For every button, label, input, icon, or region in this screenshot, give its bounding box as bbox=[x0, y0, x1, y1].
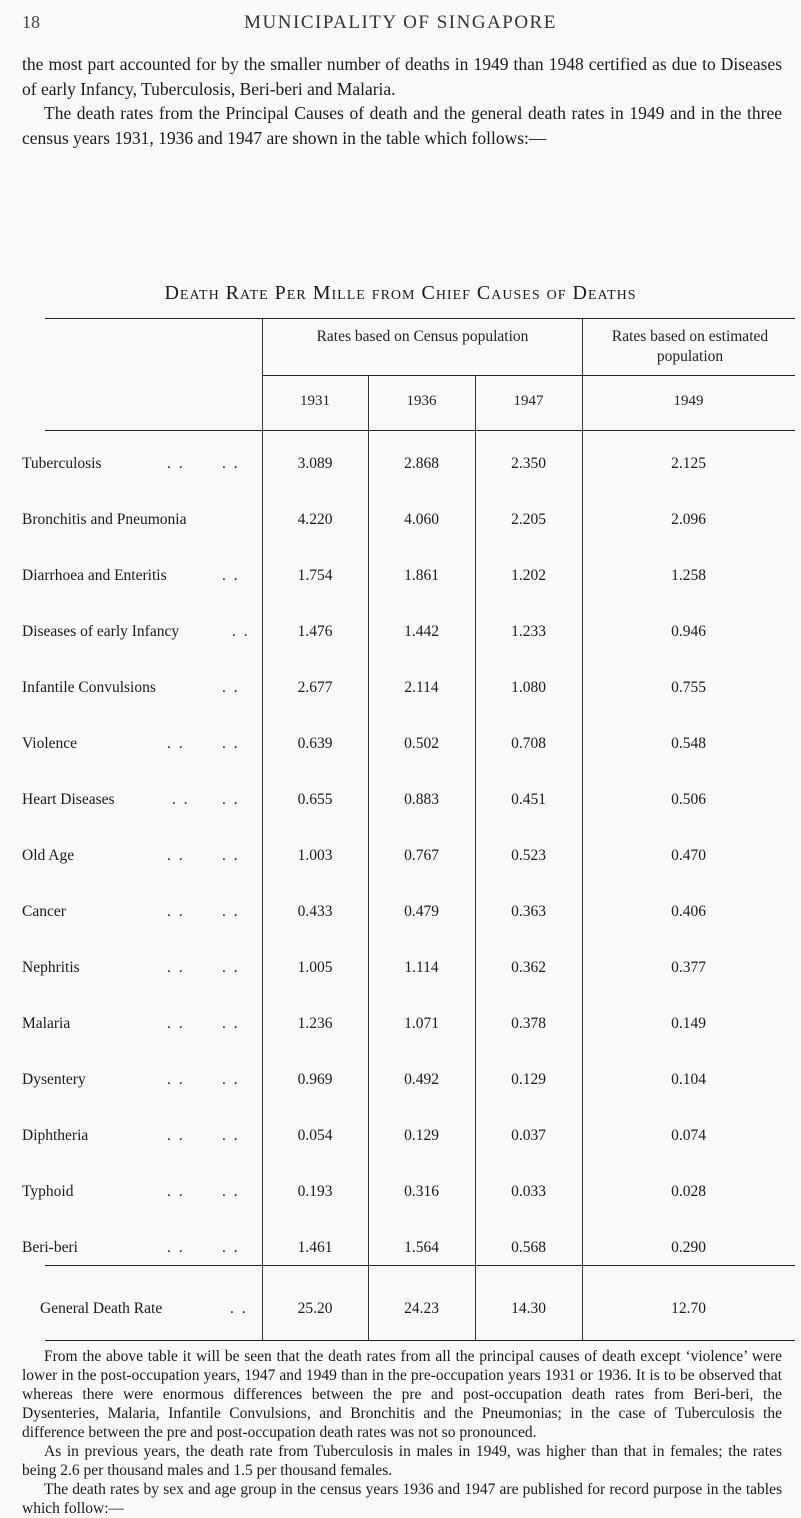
total-row: General Death Rate . . bbox=[40, 1300, 248, 1317]
cell-1936: 0.883 bbox=[404, 791, 439, 808]
cell-1947: 0.362 bbox=[511, 959, 546, 976]
row-cause: Malaria bbox=[22, 1015, 71, 1032]
cell-1949: 0.548 bbox=[671, 735, 706, 752]
cell-1949: 2.125 bbox=[671, 455, 706, 472]
table-row: Diseases of early Infancy . . bbox=[22, 623, 250, 640]
cell-1949: 0.470 bbox=[671, 847, 706, 864]
cell-1947: 0.129 bbox=[511, 1071, 546, 1088]
cell-1936: 0.767 bbox=[404, 847, 439, 864]
cell-1936: 1.861 bbox=[404, 567, 439, 584]
table-row: Typhoid . . . . bbox=[22, 1183, 240, 1200]
cell-1947: 1.080 bbox=[511, 679, 546, 696]
cell-1949: 0.377 bbox=[671, 959, 706, 976]
cell-1949: 0.406 bbox=[671, 903, 706, 920]
cell-1936: 1.564 bbox=[404, 1239, 439, 1256]
table-row: Infantile Convulsions . . bbox=[22, 679, 240, 696]
cell-1949: 0.290 bbox=[671, 1239, 706, 1256]
header-bottom-rule bbox=[45, 430, 795, 431]
cell-1949: 0.506 bbox=[671, 791, 706, 808]
table-row: Old Age . . . . bbox=[22, 847, 240, 864]
table-row: Malaria . . . . bbox=[22, 1015, 240, 1032]
row-cause: Tuberculosis bbox=[22, 455, 102, 472]
cell-1936: 1.442 bbox=[404, 623, 439, 640]
table-row: Nephritis . . . . bbox=[22, 959, 240, 976]
cell-1936: 4.060 bbox=[404, 511, 439, 528]
cell-1947: 2.350 bbox=[511, 455, 546, 472]
cell-1931: 0.193 bbox=[297, 1183, 333, 1200]
cell-1949: 0.149 bbox=[671, 1015, 706, 1032]
page-header bbox=[0, 6, 801, 36]
row-cause: Violence bbox=[22, 735, 78, 752]
cell-1947: 0.708 bbox=[511, 735, 546, 752]
table-row bbox=[22, 511, 262, 529]
table-title: Death Rate Per Mille from Chief Causes of Deaths bbox=[164, 282, 637, 304]
page-number: 18 bbox=[22, 12, 40, 32]
row-cause: Old Age bbox=[22, 847, 75, 864]
cell-1949: 0.755 bbox=[671, 679, 706, 696]
cell-1936: 0.479 bbox=[404, 903, 439, 920]
intro-paragraph-1: the most part accounted for by the smaller number of deaths in 1949 than 1948 certified as due to Diseases of early Infancy, Tuberculosis, Beri-beri and Malaria. bbox=[22, 54, 782, 99]
total-1936: 24.23 bbox=[404, 1300, 439, 1317]
running-title: MUNICIPALITY OF SINGAPORE bbox=[244, 12, 557, 33]
cell-1947: 0.451 bbox=[511, 791, 546, 808]
cell-1931: 3.089 bbox=[297, 455, 333, 472]
row-cause: Heart Diseases bbox=[22, 791, 115, 808]
year-header-1931: 1931 bbox=[300, 393, 330, 409]
total-1949: 12.70 bbox=[671, 1300, 706, 1317]
row-cause: Dysentery bbox=[22, 1071, 86, 1088]
row-cause: Cancer bbox=[22, 903, 66, 920]
cell-1949: 2.096 bbox=[671, 511, 706, 528]
cell-1931: 2.677 bbox=[297, 679, 333, 696]
header-census: Rates based on Census population bbox=[316, 328, 529, 345]
cell-1936: 0.129 bbox=[404, 1127, 439, 1144]
cell-1936: 1.114 bbox=[404, 959, 439, 976]
cell-1936: 0.502 bbox=[404, 735, 439, 752]
cell-1931: 0.639 bbox=[297, 735, 333, 752]
cell-1931: 0.655 bbox=[297, 791, 333, 808]
table-row: Beri-beri . . . . bbox=[22, 1239, 240, 1256]
cell-1949: 1.258 bbox=[671, 567, 706, 584]
table-row: Tuberculosis . . . . bbox=[22, 455, 240, 472]
table-bottom-rule bbox=[45, 1340, 795, 1341]
table-row: Cancer . . . . bbox=[22, 903, 240, 920]
cell-1936: 0.492 bbox=[404, 1071, 439, 1088]
outro-paragraph-2: As in previous years, the death rate from Tuberculosis in males in 1949, was higher than that in females; the rates being 2.6 per thousand males and 1.5 per thousand females. bbox=[22, 1443, 782, 1479]
cell-1947: 1.233 bbox=[511, 623, 546, 640]
cell-1931: 1.003 bbox=[297, 847, 333, 864]
total-1947: 14.30 bbox=[511, 1300, 546, 1317]
cell-1949: 0.028 bbox=[671, 1183, 706, 1200]
intro-paragraph-2: The death rates from the Principal Causes of death and the general death rates in 1949 and in the three census years 1931, 1936 and 1947 are shown in the table which follows:— bbox=[22, 103, 782, 148]
year-header-1947: 1947 bbox=[513, 393, 544, 409]
header-estimated: Rates based on estimated population bbox=[611, 328, 769, 365]
table-top-rule bbox=[45, 318, 795, 319]
row-cause: Infantile Convulsions bbox=[22, 679, 156, 696]
row-cause: Diseases of early Infancy bbox=[22, 623, 180, 640]
table-row: Heart Diseases . . . . bbox=[22, 791, 240, 808]
cell-1936: 1.071 bbox=[404, 1015, 439, 1032]
outro-paragraph-3: The death rates by sex and age group in the census years 1936 and 1947 are published for record purpose in the tables which follow:— bbox=[22, 1481, 782, 1517]
cell-1949: 0.946 bbox=[671, 623, 706, 640]
outro-flow bbox=[22, 1347, 782, 1518]
cell-1936: 0.316 bbox=[404, 1183, 439, 1200]
cell-1947: 0.037 bbox=[511, 1127, 546, 1144]
cell-1947: 1.202 bbox=[511, 567, 546, 584]
cell-1947: 2.205 bbox=[511, 511, 546, 528]
cell-1931: 0.433 bbox=[297, 903, 333, 920]
cell-1936: 2.868 bbox=[404, 455, 439, 472]
cell-1931: 0.969 bbox=[297, 1071, 333, 1088]
cell-1931: 1.005 bbox=[297, 959, 333, 976]
cell-1931: 1.754 bbox=[297, 567, 333, 584]
table-row: Diphtheria . . . . bbox=[22, 1127, 240, 1144]
cell-1947: 0.033 bbox=[511, 1183, 546, 1200]
cell-1949: 0.074 bbox=[671, 1127, 706, 1144]
total-label: General Death Rate bbox=[40, 1300, 163, 1317]
table-row: Violence . . . . bbox=[22, 735, 240, 752]
row-cause: Bronchitis and Pneumonia bbox=[22, 511, 187, 528]
year-header-1936: 1936 bbox=[406, 393, 437, 409]
cell-1947: 0.523 bbox=[511, 847, 546, 864]
total-top-rule bbox=[45, 1265, 795, 1266]
cell-1931: 1.236 bbox=[297, 1015, 333, 1032]
cell-1931: 4.220 bbox=[297, 511, 333, 528]
row-cause: Typhoid bbox=[22, 1183, 74, 1200]
cell-1947: 0.568 bbox=[511, 1239, 546, 1256]
cell-1931: 0.054 bbox=[297, 1127, 333, 1144]
cell-1936: 2.114 bbox=[404, 679, 439, 696]
cell-1931: 1.476 bbox=[297, 623, 333, 640]
cell-1949: 0.104 bbox=[671, 1071, 706, 1088]
cell-1947: 0.363 bbox=[511, 903, 546, 920]
cell-1947: 0.378 bbox=[511, 1015, 546, 1032]
row-cause: Nephritis bbox=[22, 959, 80, 976]
total-1931: 25.20 bbox=[297, 1300, 333, 1317]
row-cause: Diphtheria bbox=[22, 1127, 89, 1144]
cell-1931: 1.461 bbox=[297, 1239, 333, 1256]
row-cause: Beri-beri bbox=[22, 1239, 78, 1256]
table-row: Diarrhoea and Enteritis . . bbox=[22, 567, 240, 584]
row-cause: Diarrhoea and Enteritis bbox=[22, 567, 167, 584]
table-row: Dysentery . . . . bbox=[22, 1071, 240, 1088]
outro-paragraph-1: From the above table it will be seen that the death rates from all the principal causes of death except ‘violence’ were lower in the post-occupation years, 1947 and 1949 than in the pre-occupation years 1931 or 1936. It is to be observed that whereas there were enormous differences between the pre and post-occupation death rates from Beri-beri, the Dysenteries, Malaria, Infantile Convulsions, and Bronchitis and the Pneumonias; in the case of Tuberculosis the difference between the pre and post-occupation death rates was not so pronounced. bbox=[22, 1348, 782, 1441]
header-mid-rule bbox=[262, 375, 795, 376]
year-header-1949: 1949 bbox=[673, 393, 704, 409]
